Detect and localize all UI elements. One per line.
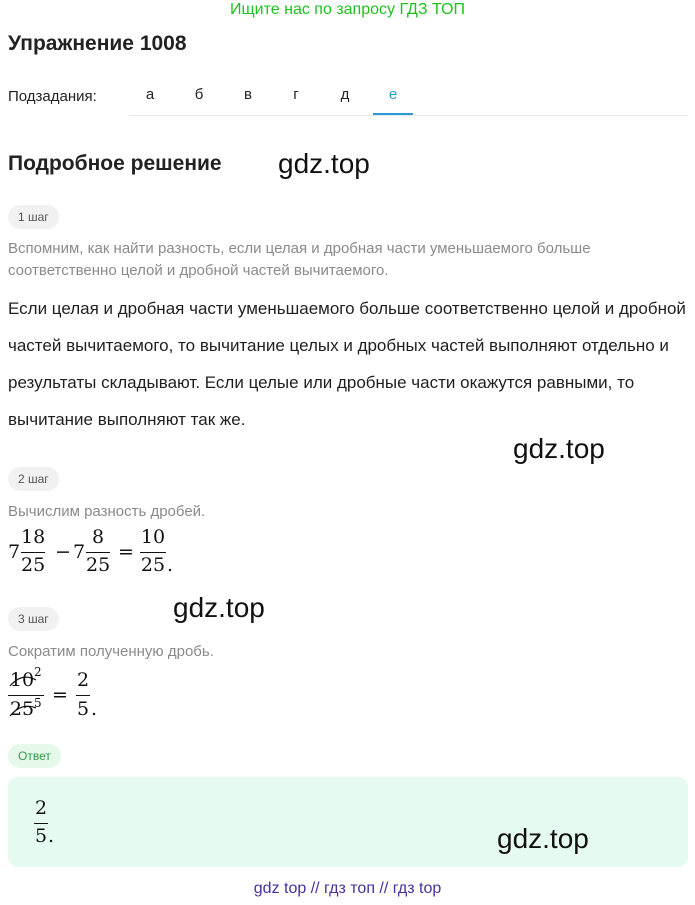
- period: .: [91, 698, 98, 720]
- tab-b[interactable]: б: [194, 86, 204, 103]
- watermark: gdz.top: [278, 148, 370, 179]
- fraction-bar: [140, 552, 166, 553]
- fraction-bar: [34, 823, 48, 824]
- period: .: [48, 825, 55, 847]
- numerator-reduced: 2: [34, 665, 42, 679]
- denominator: 5: [76, 698, 90, 720]
- minus-sign: −: [55, 541, 71, 563]
- numerator: 8: [91, 526, 105, 548]
- fraction-bar: [76, 695, 90, 696]
- answer-formula: [34, 795, 74, 851]
- step-3-badge: 3 шаг: [8, 607, 59, 631]
- fraction-bar: [21, 552, 45, 553]
- fraction-bar: [86, 552, 110, 553]
- step-1-badge: 1 шаг: [8, 205, 59, 229]
- tab-g[interactable]: г: [293, 86, 299, 103]
- promo-banner: Ищите нас по запросу ГДЗ ТОП: [230, 1, 465, 18]
- numerator: 18: [21, 526, 46, 548]
- watermark: gdz.top: [173, 592, 265, 623]
- strike-marks: [8, 664, 48, 724]
- tab-a[interactable]: а: [145, 86, 155, 103]
- numerator: 10: [140, 526, 166, 548]
- numerator: 10: [9, 669, 35, 691]
- numerator: 2: [34, 797, 48, 819]
- equals-sign: =: [118, 541, 134, 563]
- exercise-title: Упражнение 1008: [8, 32, 187, 55]
- whole-part: 7: [8, 541, 21, 563]
- step-2-formula: [8, 524, 188, 580]
- denominator: 25: [21, 554, 46, 576]
- answer-badge: Ответ: [8, 744, 61, 768]
- solution-title: Подробное решение: [8, 152, 222, 175]
- period: .: [167, 554, 174, 576]
- watermark: gdz.top: [497, 823, 589, 854]
- numerator: 2: [76, 669, 90, 691]
- subtasks-label: Подзадания:: [8, 88, 97, 105]
- step-3-hint: Сократим полученную дробь.: [8, 643, 214, 660]
- tab-d[interactable]: д: [340, 86, 350, 103]
- denominator: 25: [86, 554, 111, 576]
- denominator-reduced: 5: [34, 696, 42, 710]
- watermark: gdz.top: [513, 433, 605, 464]
- step-1-hint: Вспомним, как найти разность, если целая и дробная части уменьшаемого больше соответственно целой и дробной частей вычитаемого.: [8, 240, 591, 279]
- tab-v[interactable]: в: [244, 86, 252, 103]
- equals-sign: =: [52, 684, 68, 706]
- denominator: 5: [34, 825, 48, 847]
- footer-links[interactable]: gdz top // гдз топ // гдз top: [253, 880, 442, 897]
- step-3-formula: [8, 664, 128, 724]
- step-2-hint: Вычислим разность дробей.: [8, 503, 206, 520]
- step-2-badge: 2 шаг: [8, 467, 59, 491]
- answer-box: [8, 777, 688, 867]
- subtasks-row: [8, 86, 688, 116]
- tab-e[interactable]: е: [373, 86, 413, 115]
- denominator: 25: [9, 698, 35, 720]
- denominator: 25: [140, 554, 166, 576]
- whole-part: 7: [73, 541, 86, 563]
- step-1-text: Если целая и дробная части уменьшаемого больше соответственно целой и дробной частей вычитаемого, то вычитание целых и дробных частей выполняют отдельно и результаты складывают. Если целые или дробные части окажутся равными, то вычитание выполняют так же.: [8, 299, 686, 429]
- subtasks-tabs: [129, 86, 688, 116]
